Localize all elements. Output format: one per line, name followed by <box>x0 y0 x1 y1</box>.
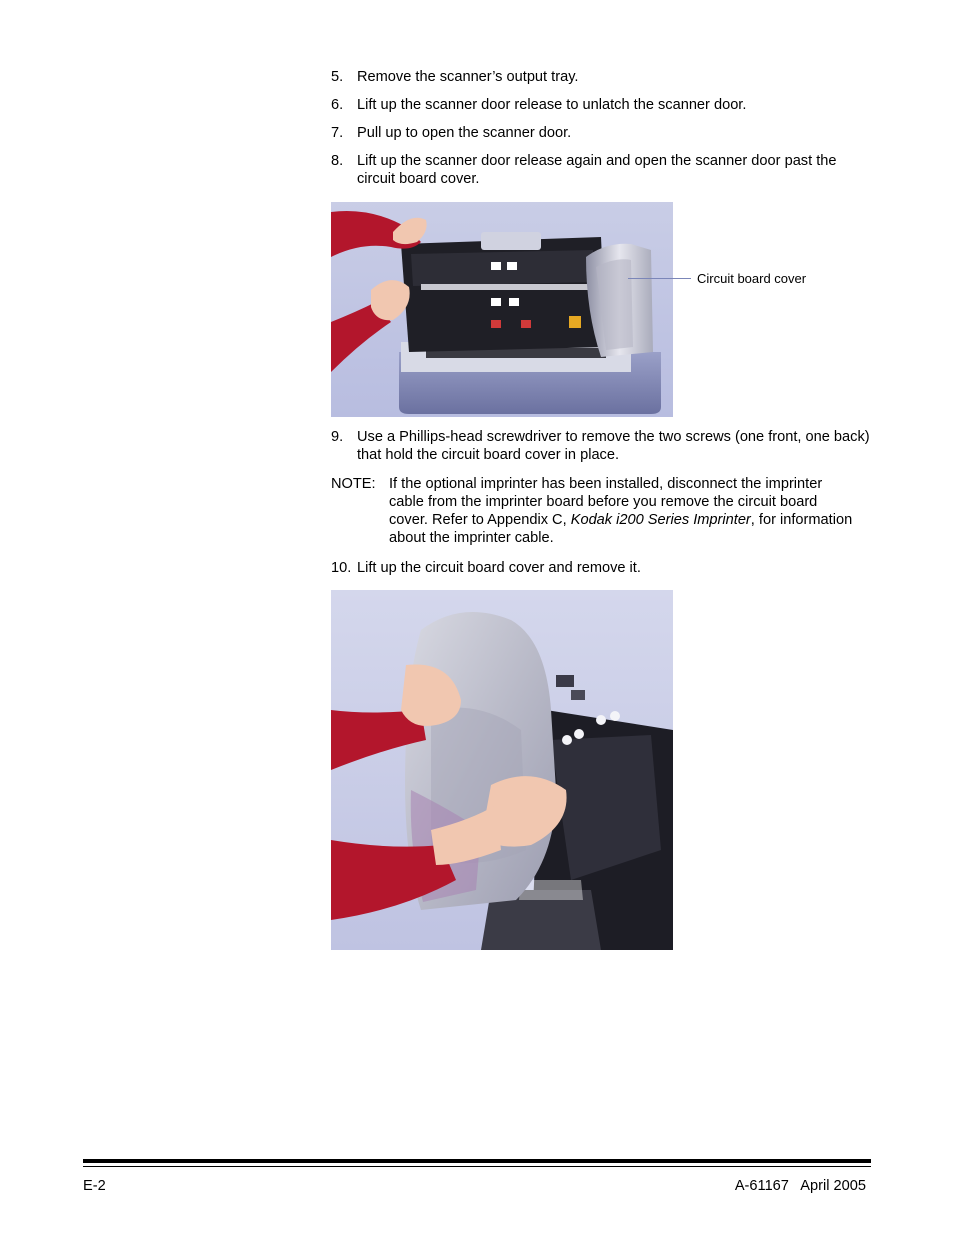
note-text <box>389 475 859 547</box>
note-text-italic: Kodak i200 Series Imprinter <box>570 512 751 528</box>
step-number: 10. <box>331 560 352 576</box>
step-number: 6. <box>331 97 344 113</box>
step-text: Lift up the circuit board cover and remove it. <box>357 560 641 576</box>
step-number: 8. <box>331 153 344 169</box>
step-number: 9. <box>331 429 344 445</box>
step-text: Lift up the scanner door release to unlatch the scanner door. <box>357 97 747 113</box>
footer-rule-thick <box>83 1159 871 1163</box>
step-number: 5. <box>331 69 344 85</box>
note-text-before: If the optional imprinter has been installed, disconnect the imprinter cable from the imprinter board before you remove the circuit board cover. Refer to Appendix C, <box>389 476 823 528</box>
remove-cover-photo <box>331 590 673 950</box>
scanner-open-photo <box>331 202 673 417</box>
step-text: Use a Phillips-head screwdriver to remove the two screws (one front, one back) that hold the circuit board cover in place. <box>357 429 870 463</box>
step-text: Lift up the scanner door release again and open the scanner door past the circuit board cover. <box>357 153 837 187</box>
step-number: 7. <box>331 125 344 141</box>
note-label: NOTE: <box>331 476 376 492</box>
footer-rule-thin <box>83 1166 871 1167</box>
step-text: Remove the scanner’s output tray. <box>357 69 579 85</box>
page-number: E-2 <box>83 1178 106 1194</box>
circuit-board-cover-callout: Circuit board cover <box>697 271 807 286</box>
step-text: Pull up to open the scanner door. <box>357 125 572 141</box>
note-text-after: , for information about the imprinter cable. <box>389 512 853 546</box>
callout-leader-line <box>628 278 691 279</box>
document-id-date: A-61167 April 2005 <box>734 1178 866 1194</box>
